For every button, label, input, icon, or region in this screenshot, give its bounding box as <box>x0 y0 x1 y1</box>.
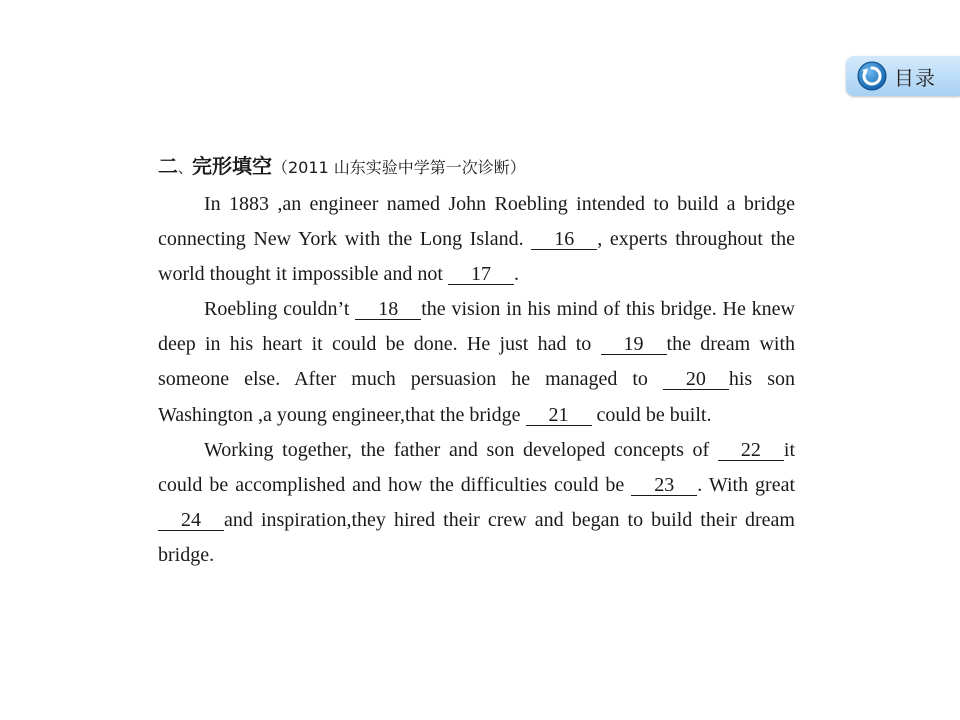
passage-text: . <box>514 263 519 286</box>
passage-paragraph-2 <box>158 292 795 432</box>
refresh-icon <box>857 61 887 91</box>
passage-text: Working together, the father and son developed concepts of <box>204 438 710 461</box>
section-number: 二 <box>158 154 178 178</box>
blank-24[interactable]: 24 <box>158 511 224 531</box>
table-of-contents-button[interactable] <box>846 56 960 96</box>
passage-text: the vision in his mind of this bridge. He knew deep in his heart it could be done. He just had to <box>158 298 795 356</box>
blank-16[interactable]: 16 <box>531 230 597 250</box>
passage-text: Roebling couldn’t <box>204 298 350 321</box>
blank-23[interactable]: 23 <box>631 476 697 496</box>
passage-paragraph-1 <box>158 187 795 292</box>
blank-19[interactable]: 19 <box>601 335 667 355</box>
blank-20[interactable]: 20 <box>663 370 729 390</box>
passage-paragraph-3 <box>158 433 795 573</box>
passage-text: and inspiration,they hired their crew and began to build their dream bridge. <box>158 508 795 566</box>
question-source: （2011 山东实验中学第一次诊断） <box>272 158 526 177</box>
passage-text: his son Washington ,a young engineer,that the bridge <box>158 368 795 426</box>
passage-text: could be built. <box>596 403 712 426</box>
passage-text: the dream with someone else. After much persuasion he managed to <box>158 333 796 391</box>
blank-18[interactable]: 18 <box>355 300 421 320</box>
passage-text: it could be accomplished and how the difficulties could be <box>158 438 796 496</box>
table-of-contents-label: 目录 <box>894 65 936 90</box>
passage-text: In 1883 ,an engineer named John Roebling intended to build a bridge connecting New York with the Long Island. <box>158 193 795 251</box>
cloze-passage <box>158 187 795 573</box>
section-title: 完形填空 <box>192 154 272 178</box>
passage-text: . With great <box>697 473 796 496</box>
blank-22[interactable]: 22 <box>718 441 784 461</box>
section-separator: 、 <box>178 161 192 177</box>
passage-text: , experts throughout the world thought it impossible and not <box>158 228 796 286</box>
blank-17[interactable]: 17 <box>448 265 514 285</box>
section-heading <box>158 150 526 179</box>
blank-21[interactable]: 21 <box>526 406 592 426</box>
